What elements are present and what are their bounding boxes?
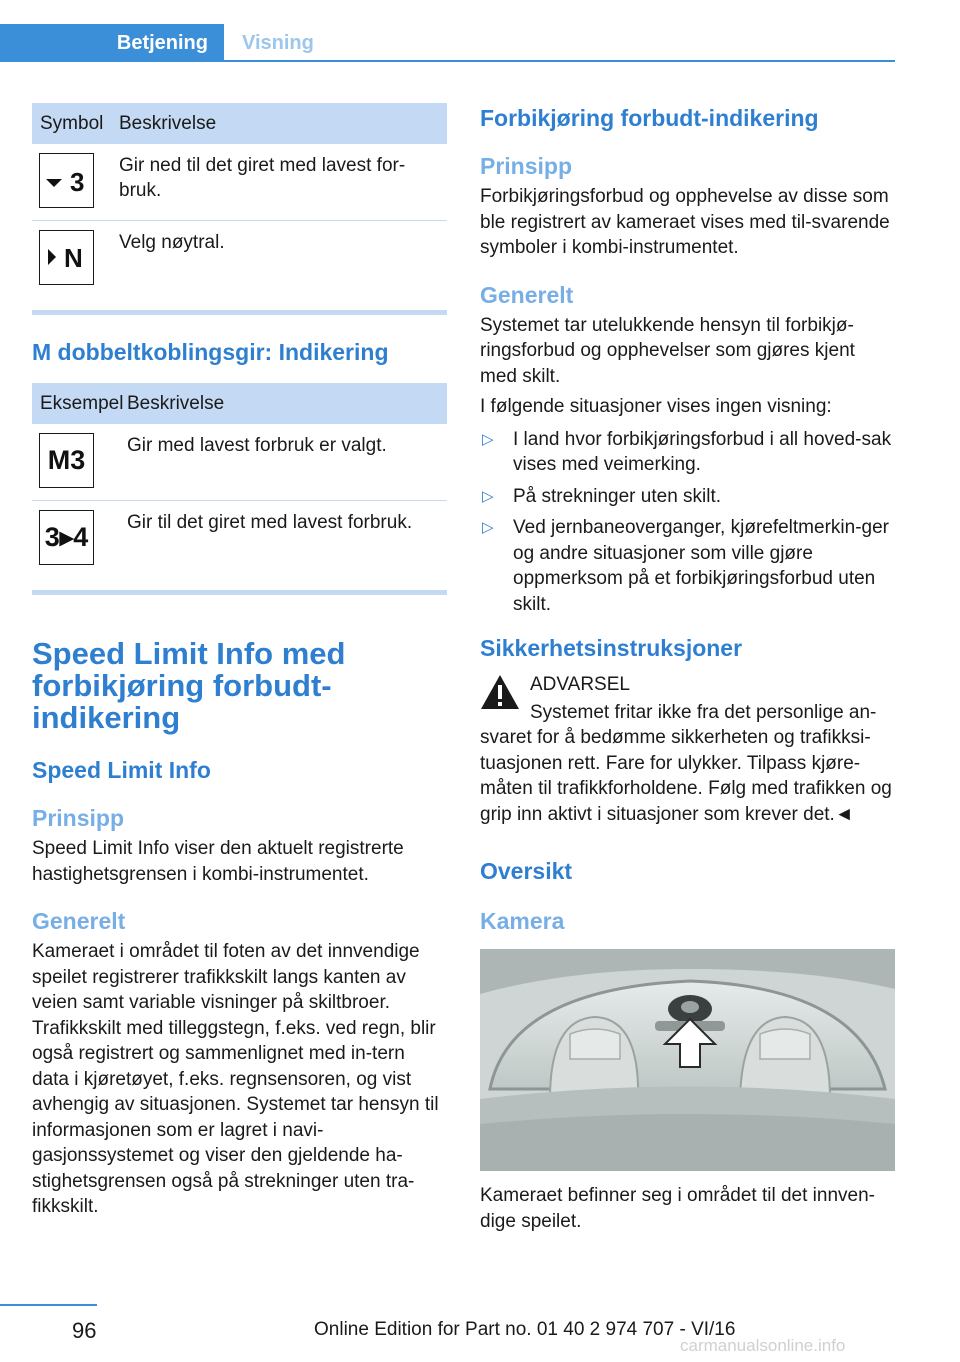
svg-text:3: 3 [69, 166, 84, 195]
prinsipp-text: Speed Limit Info viser den aktuelt registrerte hastighetsgrensen i kombi-instrumentet. [32, 838, 404, 885]
camera-location-image [480, 949, 895, 1171]
tab-betjening[interactable]: Betjening [0, 24, 224, 62]
downshift-3-icon [39, 153, 94, 208]
3-to-4-icon-label: 3▸4 [44, 521, 89, 552]
situations-intro: I følgende situasjoner vises ingen visning: [480, 396, 832, 417]
bullet-triangle-icon: ▷ [482, 487, 494, 505]
watermark: carmanualsonline.info [680, 1336, 846, 1355]
warning-text: Systemet fritar ikke fra det personlige an-svaret for å bedømme sikkerheten og trafikksi-tuasjonen rett. Fare for ulykker. Tilpass kjøre-måten til trafikkforholdene. Følg med trafikken og grip inn aktivt i situasjoner som krever det.◄ [480, 701, 892, 825]
table-cell-description: Gir ned til det giret med lavest for-bruk. [119, 144, 447, 220]
example-table [32, 383, 447, 576]
table-header-description: Beskrivelse [127, 383, 447, 424]
prinsipp-heading: Prinsipp [32, 805, 125, 831]
right-column [480, 103, 895, 1234]
generelt-text: Kameraet i området til foten av det innvendige speilet registrerer trafikkskilt langs kanten av veien samt variable visninger på skiltbroer. Trafikkskilt med tilleggstegn, f.eks. ved regn, blir også registrert og sammenlignet med in-tern data i kjøretøyet, f.eks. regnsensoren, og vist avhengig av situasjonen. Systemet tar hensyn til informasjonen som er lagret i navi-gasjonssystemet og viser den gjeldende ha-stighetsgrensen også på strekninger uten tra-fikkskilt. [32, 941, 439, 1217]
3-to-4-icon [39, 510, 94, 565]
footer-divider [0, 1304, 97, 1306]
list-item: ▷ I land hvor forbikjøringsforbud i all hoved-sak vises med veimerking. [482, 428, 892, 475]
warning-block [480, 672, 895, 827]
main-section-heading: Speed Limit Info med forbikjøring forbudt-indikering [32, 636, 346, 735]
table-end-bar [32, 590, 447, 595]
m3-icon-label: M3 [47, 445, 86, 475]
neutral-n-icon [39, 230, 94, 285]
bullet-triangle-icon: ▷ [482, 519, 494, 536]
table-row [32, 424, 447, 500]
table-header-description: Beskrivelse [119, 103, 447, 144]
oversikt-heading: Oversikt [480, 858, 573, 884]
safety-heading: Sikkerhetsinstruksjoner [480, 635, 743, 661]
tab-visning[interactable]: Visning [242, 32, 314, 54]
table-end-bar [32, 310, 447, 315]
prinsipp-text: Forbikjøringsforbud og opphevelse av disse som ble registrert av kameraet vises med til-svarende symboler i kombi-instrumentet. [480, 186, 890, 258]
prinsipp-heading: Prinsipp [480, 153, 573, 179]
table-cell-description: Velg nøytral. [119, 231, 225, 253]
table-header-symbol: Symbol [32, 103, 119, 144]
header-divider [0, 60, 895, 62]
table-row [32, 220, 447, 296]
table-row [32, 500, 447, 576]
svg-text:N: N [63, 243, 83, 271]
m3-icon [39, 433, 94, 488]
table-cell-description: Gir til det giret med lavest forbruk. [127, 511, 413, 533]
page-header [0, 0, 960, 62]
image-caption: Kameraet befinner seg i området til det innven-dige speilet. [480, 1185, 875, 1232]
speed-limit-info-heading: Speed Limit Info [32, 757, 211, 783]
warning-label: ADVARSEL [530, 674, 630, 695]
kamera-heading: Kamera [480, 908, 565, 934]
generelt-heading: Generelt [32, 908, 126, 934]
list-item: ▷ På strekninger uten skilt. [480, 484, 895, 510]
warning-triangle-icon [480, 674, 520, 710]
page-number: 96 [72, 1318, 97, 1343]
left-column [32, 103, 447, 1220]
generelt-heading: Generelt [480, 281, 574, 308]
edition-text: Online Edition for Part no. 01 40 2 974 707 - VI/16 [314, 1319, 736, 1340]
table-header-example: Eksempel [32, 383, 127, 424]
list-item: ▷ Ved jernbaneoverganger, kjørefeltmerkin-ger og andre situasjoner som ville gjøre oppmerksom på et forbikjøringsforbud uten skilt. [482, 517, 889, 615]
overtaking-heading: Forbikjøring forbudt-indikering [480, 105, 819, 131]
bullet-triangle-icon: ▷ [482, 430, 494, 448]
situations-list [480, 427, 895, 618]
section-heading-indication: M dobbeltkoblingsgir: Indikering [32, 339, 389, 365]
generelt-text: Systemet tar utelukkende hensyn til forbikjø-ringsforbud og opphevelser som gjøres kjent med skilt. [480, 314, 855, 387]
symbol-table [32, 103, 447, 296]
table-cell-description: Gir med lavest forbruk er valgt. [127, 424, 447, 500]
table-row [32, 144, 447, 220]
